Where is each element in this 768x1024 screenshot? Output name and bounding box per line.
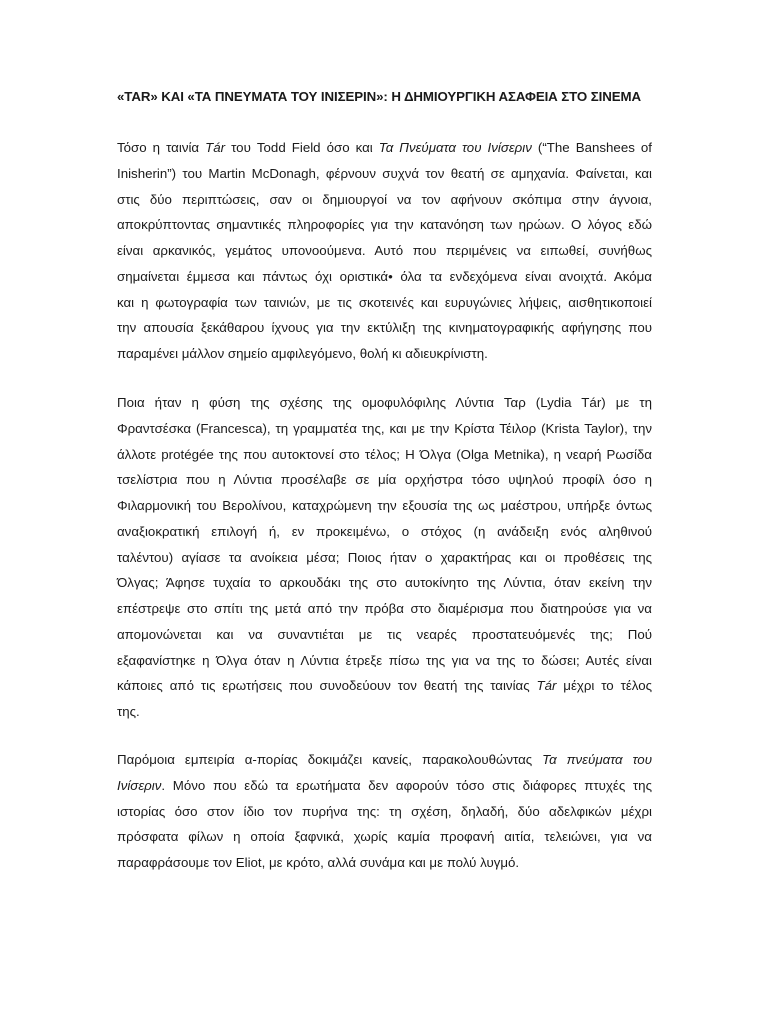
paragraph-1 <box>117 135 652 367</box>
text-line <box>117 390 652 416</box>
text-line <box>117 824 652 850</box>
text-run: παραμένει μάλλον σημείο αμφιλεγόμενο, θολή κι αδιευκρίνιστη. <box>117 346 488 361</box>
text-line <box>117 570 652 596</box>
text-line <box>117 673 652 699</box>
text-run: σημαίνεται έμμεσα και πάντως όχι οριστικά• όλα τα ενδεχόμενα είναι ανοιχτά. Ακόμα <box>117 268 652 284</box>
text-line <box>117 799 652 825</box>
text-run: . Μόνο που εδώ τα ερωτήματα δεν αφορούν τόσο στις διάφορες πτυχές της <box>161 777 652 793</box>
text-line <box>117 596 652 622</box>
text-run: πρόσφατα φίλων η οποία ξαφνικά, χωρίς καμία προφανή αιτία, τελειώνει, για να <box>117 829 652 845</box>
text-run: επέστρεψε στο σπίτι της μετά από την πρόβα στο διαμέρισμα που διατηρούσε για να <box>117 601 652 616</box>
text-line <box>117 747 652 773</box>
text-line <box>117 187 652 213</box>
text-run: του Todd Field όσο και <box>225 140 379 155</box>
text-run: Παρόμοια εμπειρία α-πορίας δοκιμάζει κανείς, παρακολουθώντας <box>117 752 543 767</box>
text-run: Ποια ήταν η φύση της σχέσης της ομοφυλόφιλης Λύντια Ταρ (Lydia Tár) με τη <box>117 395 652 410</box>
text-line <box>117 161 652 187</box>
text-run: είναι αρκανικός, γεμάτος υπονοούμενα. Αυτό που περιμένεις να ειπωθεί, συνήθως <box>117 243 652 258</box>
text-run: κάποιες από τις ερωτήσεις που συνοδεύουν τον θεατή της ταινίας <box>117 678 537 694</box>
text-line <box>117 264 652 290</box>
text-run: Όλγας; Άφησε τυχαία το αρκουδάκι της στο αυτοκίνητο της Λύντια, όταν εκείνη την <box>117 575 652 591</box>
text-line <box>117 773 652 799</box>
text-run: αποκρύπτοντας σημαντικές πληροφορίες για την κατανόηση των ηρώων. Ο λόγος εδώ <box>117 217 652 233</box>
italic-text: Τα Πνεύματα του Ινίσεριν <box>378 140 532 155</box>
text-line <box>117 519 652 545</box>
text-line <box>117 699 652 725</box>
text-run: την απουσία ξεκάθαρου ίχνους για την εκτύλιξη της κινηματογραφικής αφήγησης που <box>117 320 652 336</box>
text-line <box>117 212 652 238</box>
text-run: και η φωτογραφία των ταινιών, με τις σκοτεινές και ευρυγώνιες λήψεις, αισθητικοποιεί <box>117 294 652 310</box>
text-line <box>117 238 652 264</box>
text-run: απομονώνεται και να συναντιέται με τις νεαρές προστατευόμενές της; Πού <box>117 626 652 642</box>
text-line <box>117 467 652 493</box>
italic-text: Τα πνεύματα του <box>542 752 653 767</box>
text-run: της. <box>117 704 140 719</box>
text-run: παραφράσουμε τον Eliot, με κρότο, αλλά συνάμα και με πολύ λυγμό. <box>117 855 520 870</box>
article-title: «TAR» ΚΑΙ «ΤΑ ΠΝΕΥΜΑΤΑ ΤΟΥ ΙΝΙΣΕΡΙΝ»: Η ΔΗΜΙΟΥΡΓΙΚΗ ΑΣΑΦΕΙΑ ΣΤΟ ΣΙΝΕΜΑ <box>117 89 641 104</box>
text-line <box>117 416 652 442</box>
text-line <box>117 290 652 316</box>
text-run: Φιλαρμονική του Βερολίνου, καταχρώμενη την εξουσία της ως μαέστρου, υπήρξε όντως <box>117 498 652 513</box>
text-run: στις δύο περιπτώσεις, σαν οι δημιουργοί να τον αφήνουν σκόπιμα στην άγνοια, <box>117 191 652 207</box>
text-run: εξαφανίστηκε η Όλγα όταν η Λύντια έτρεξε πίσω της για να της το δώσει; Αυτές είναι <box>117 652 652 668</box>
italic-text: Tár <box>205 140 226 155</box>
text-run: άλλοτε protégée της που αυτοκτονεί στο τέλος; Η Όλγα (Olga Metnika), η νεαρή Ρωσίδα <box>117 446 652 462</box>
text-run: Τόσο η ταινία <box>117 140 206 155</box>
text-line <box>117 545 652 571</box>
text-run: μέχρι το τέλος <box>556 678 652 694</box>
text-run: ιστορίας όσο στον ίδιο τον πυρήνα της: τη σχέση, δηλαδή, δύο αδελφικών μέχρι <box>117 803 652 819</box>
paragraph-3 <box>117 747 652 876</box>
paragraph-2 <box>117 390 652 725</box>
text-line <box>117 341 652 367</box>
text-line <box>117 442 652 468</box>
text-run: τσελίστρια που η Λύντια προσέλαβε σε μία ορχήστρα τόσο υψηλού προφίλ όσο η <box>117 472 652 488</box>
italic-text: Tár <box>536 678 557 694</box>
text-line <box>117 648 652 674</box>
text-line <box>117 315 652 341</box>
text-run: Φραντσέσκα (Francesca), τη γραμματέα της, και με την Κρίστα Τέιλορ (Krista Taylor), την <box>117 420 652 436</box>
text-line <box>117 493 652 519</box>
text-run: (“The Banshees of <box>531 140 652 155</box>
text-run: αναξιοκρατική επιλογή ή, εν προκειμένω, ο στόχος (η ανάδειξη ενός αληθινού <box>117 523 652 539</box>
text-line <box>117 622 652 648</box>
italic-text: Ινίσεριν <box>117 777 162 793</box>
text-run: Inisherin”) του Martin McDonagh, φέρνουν συχνά τον θεατή σε αμηχανία. Φαίνεται, και <box>117 165 652 181</box>
text-line <box>117 850 652 876</box>
text-line <box>117 135 652 161</box>
text-run: ταλέντου) αγίασε τα ανοίκεια μέσα; Ποιος ήταν ο χαρακτήρας και οι προθέσεις της <box>117 549 652 565</box>
